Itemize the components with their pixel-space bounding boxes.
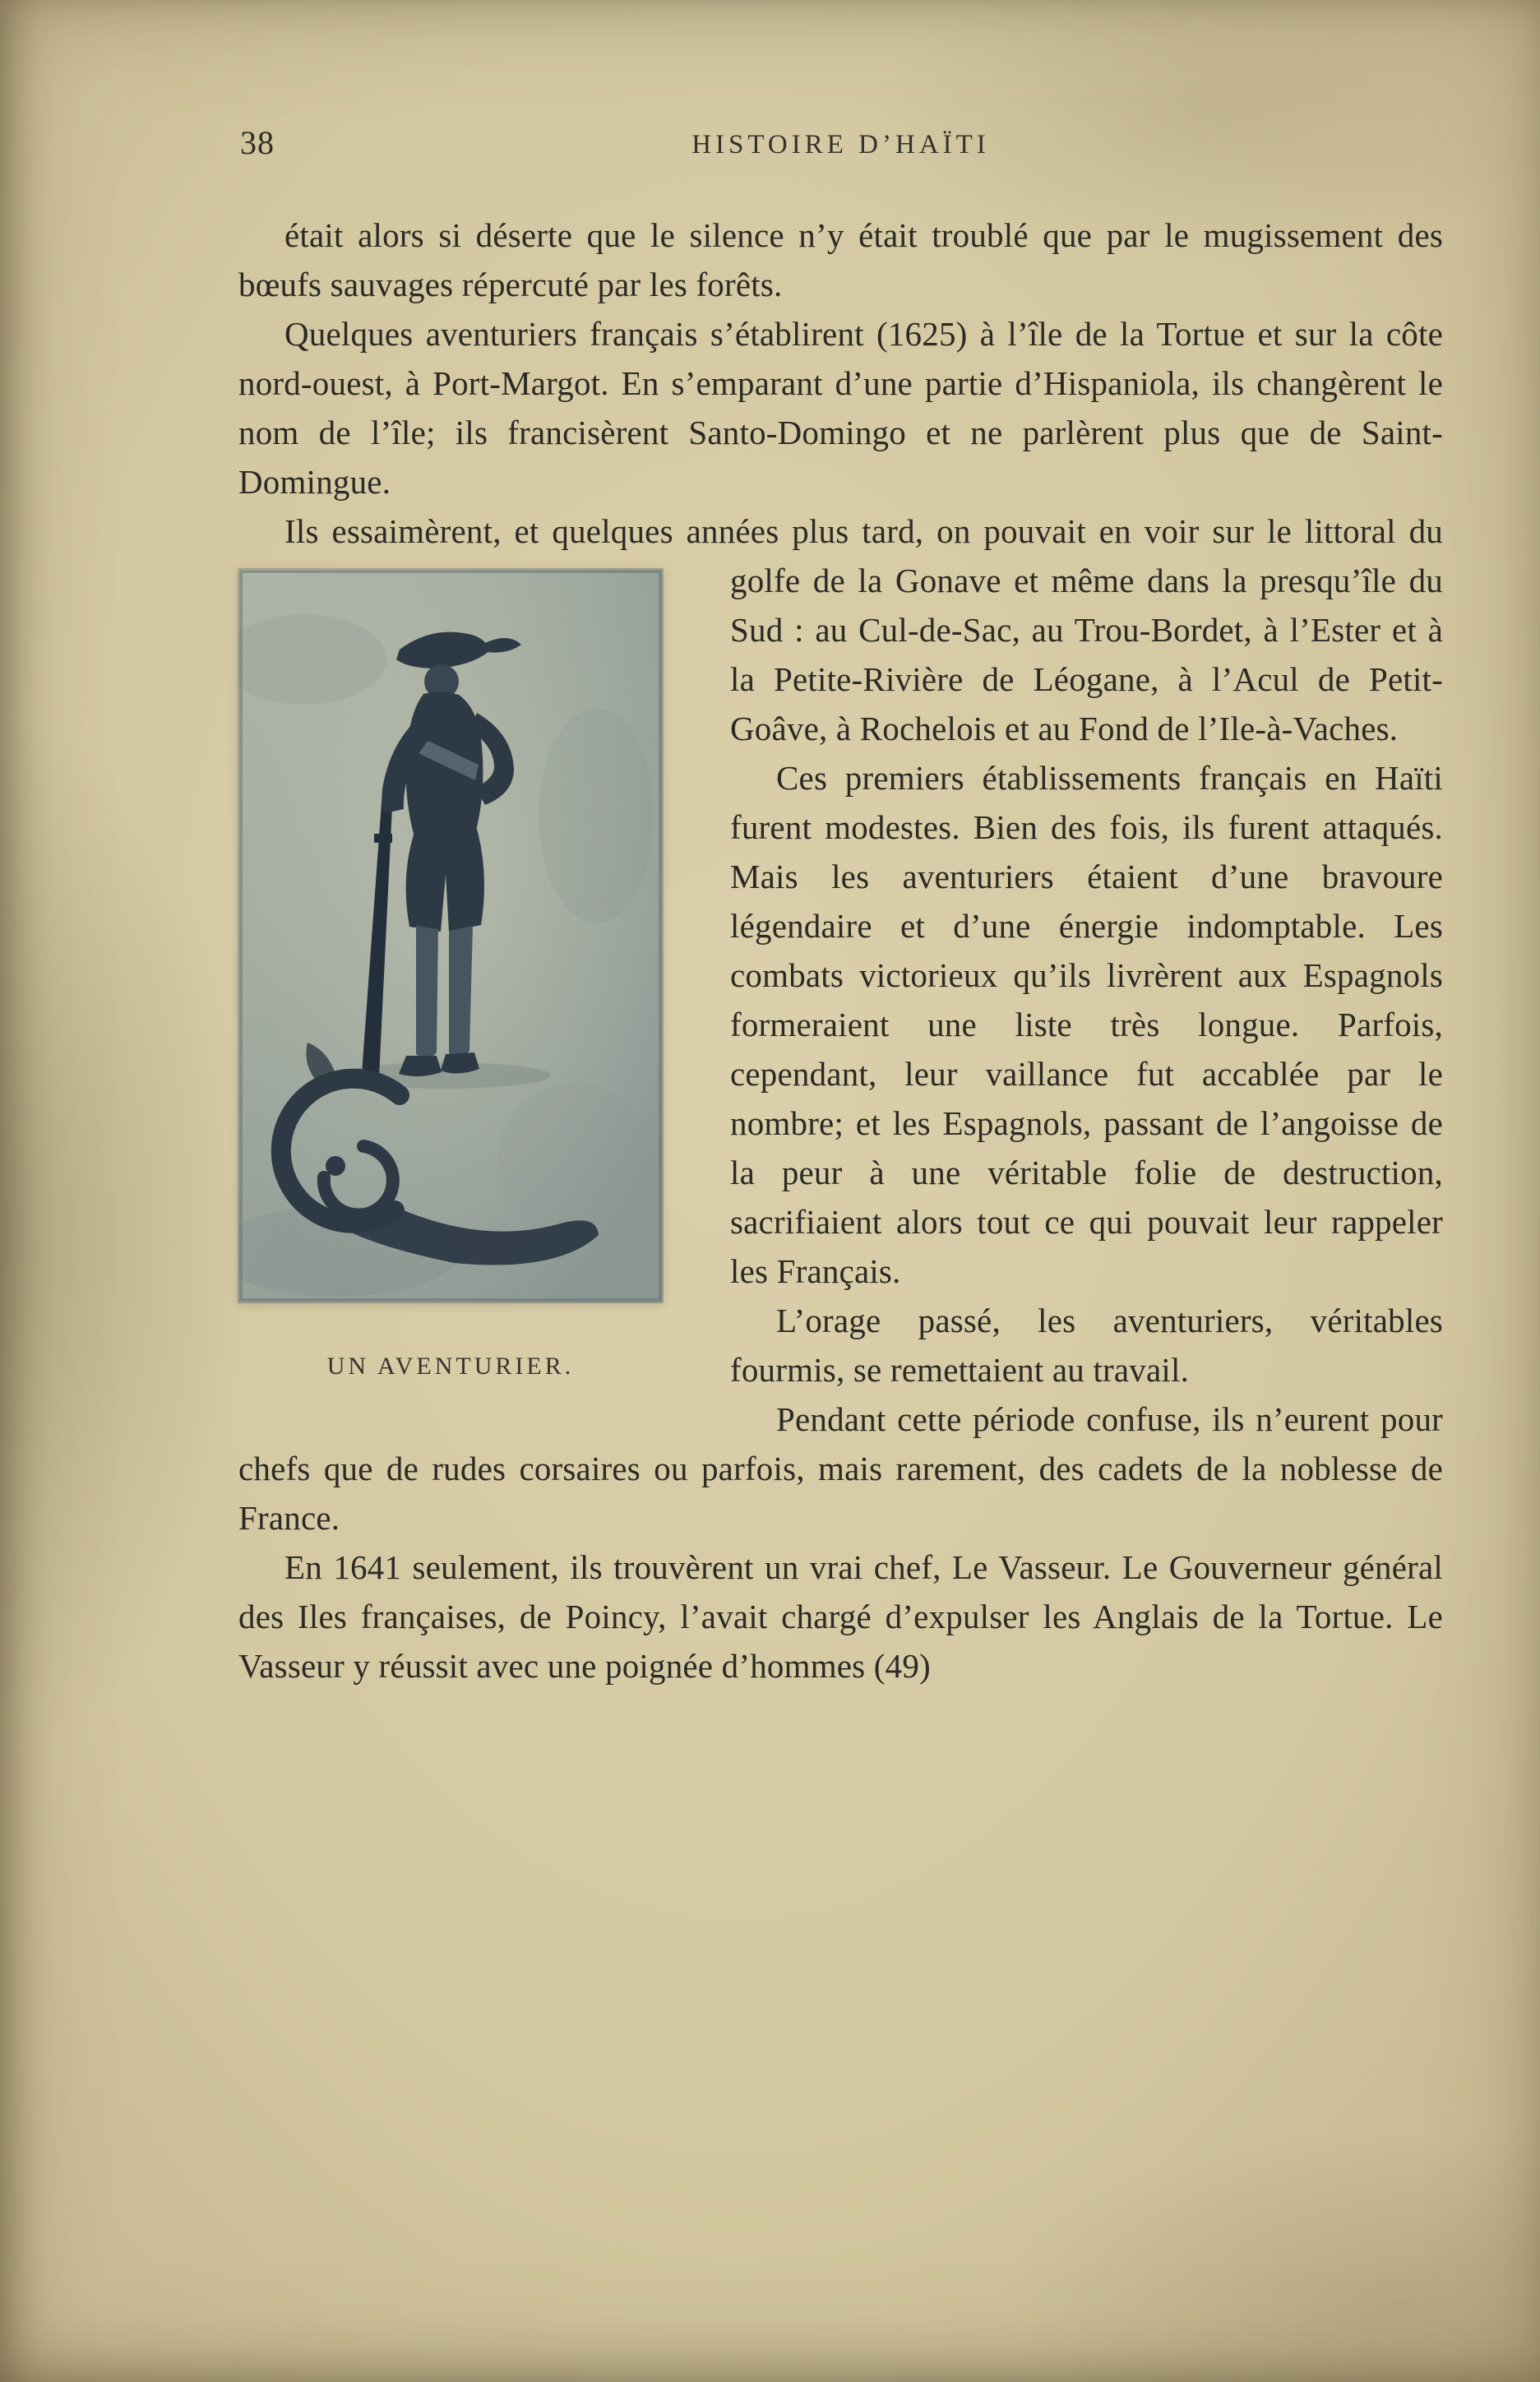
adventurer-figure [238,569,663,1391]
figure-caption: UN AVENTURIER. [326,1353,575,1380]
page-number: 38 [240,124,275,161]
paragraph-3-rest: en voir sur le littoral du golfe de la Gonave et même dans la presqu’île du Sud : au Cul-de-Sac, au Trou-Bordet, à l’Ester et à la Petite-Rivière de Léogane, à l’Acul de Petit-Goâve, à Rochelois et au Fond de l’Ile-à-Vaches. [730,512,1443,747]
text-block [0,173,1540,1691]
paragraph-2: Quelques aventuriers français s’établirent (1625) à l’île de la Tortue et sur la côte nord-ouest, à Port-Margot. En s’emparant d’une partie d’Hispaniola, ils changèrent le nom de l’île; ils francisèrent Santo-Domingo et ne parlèrent plus que de Saint-Domingue. [238,315,1443,501]
adventurer-illustration [238,569,663,1302]
paragraph-3-lead: Ils essaimèrent, et quelques années plus tard, on pouvait [284,512,1086,550]
running-title: HISTOIRE D’HAÏTI [691,130,990,160]
paragraph-5: L’orage passé, les aventuriers, véritables fourmis, se remettaient au travail. [730,1302,1443,1389]
page-header [0,0,1540,173]
paragraph-4: Ces premiers établissements français en Haïti furent modestes. Bien des fois, ils furent attaqués. Mais les aventuriers étaient d’une bravoure légendaire et d’une énergie indomptable. Les combats victorieux qu’ils livrèrent aux Espagnols formeraient une liste très longue. Parfois, cependant, leur vaillance fut accablée par le nombre; et les Espagnols, passant de l’angoisse de la peur à une véritable folie de destruction, sacrifiaient alors tout ce qui pouvait leur rappeler les Français. [730,759,1443,1290]
paragraph-1: était alors si déserte que le silence n’y était troublé que par le mugissement des bœufs sauvages répercuté par les forêts. [238,216,1443,303]
paragraph-6: Pendant cette période confuse, ils n’eurent pour chefs que de rudes corsaires ou parfois, mais rarement, des cadets de la noblesse de France. [238,1400,1443,1537]
paragraph-7: En 1641 seulement, ils trouvèrent un vrai chef, Le Vasseur. Le Gouverneur général des Iles françaises, de Poincy, l’avait chargé d’expulser les Anglais de la Tortue. Le Vasseur y réussit avec une poignée d’hommes (49) [238,1548,1443,1685]
